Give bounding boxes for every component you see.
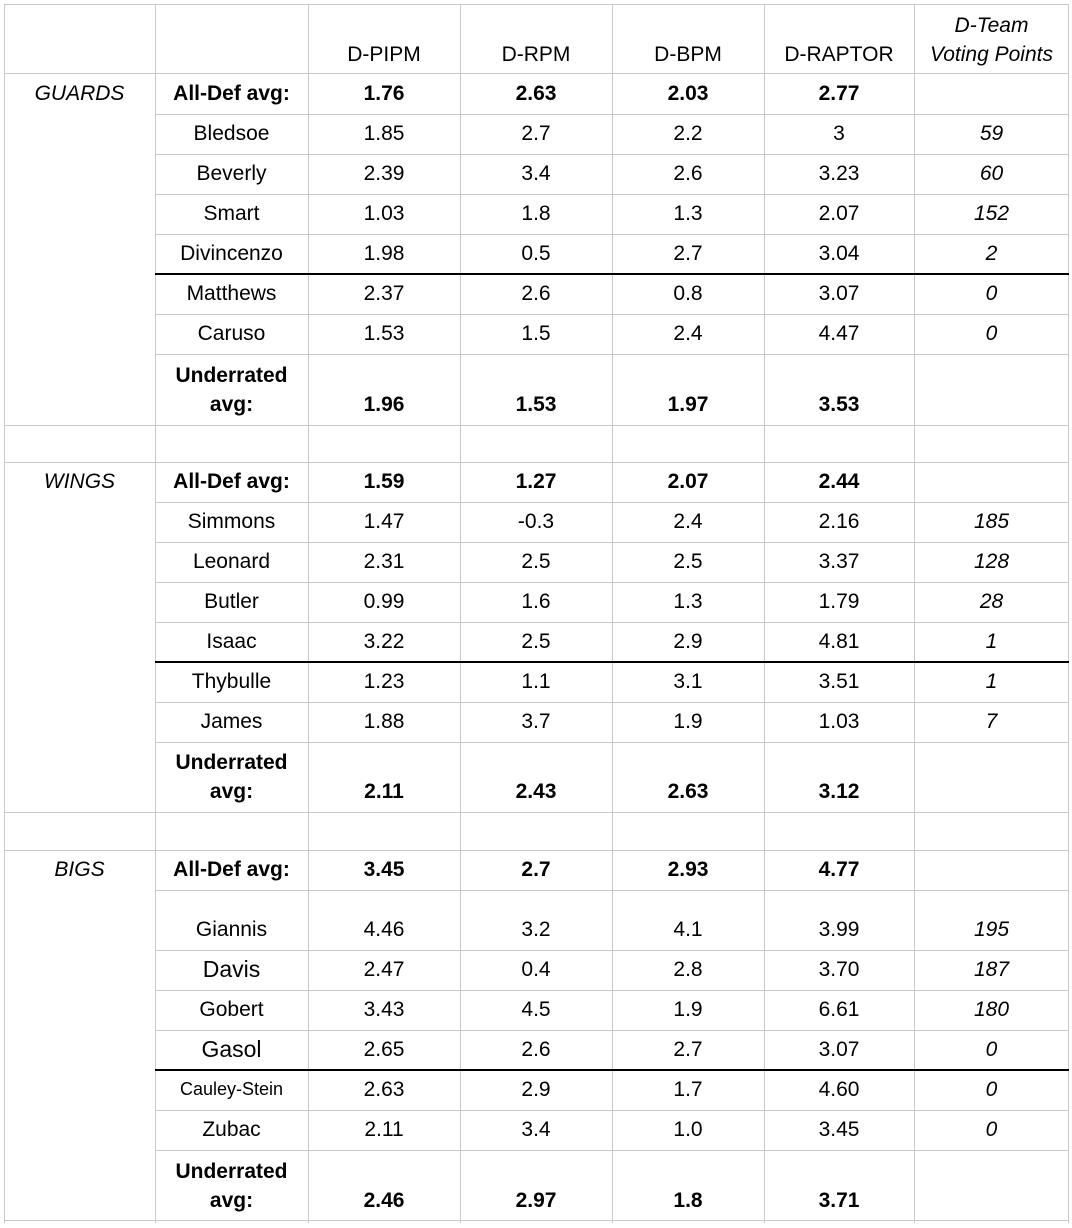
grid-vline <box>612 4 613 1223</box>
player-stat: 1.03 <box>818 710 860 733</box>
player-name: Thybulle <box>191 670 272 693</box>
underrated-avg-label <box>155 1150 308 1221</box>
underrated-avg-value: 1.53 <box>515 393 557 416</box>
player-stat: 3.22 <box>363 630 405 653</box>
header-metric: D-RAPTOR <box>784 43 894 66</box>
player-stat: 3.07 <box>818 1038 860 1061</box>
player-stat: 3.51 <box>818 670 860 693</box>
player-stat: 1.8 <box>521 202 551 225</box>
player-name: Smart <box>203 202 260 225</box>
group-label: GUARDS <box>34 82 125 105</box>
grid-hline <box>4 812 1069 813</box>
underrated-avg-label-line-1: Underrated <box>175 751 288 774</box>
header-metric: D-RPM <box>501 43 571 66</box>
player-stat: 4.5 <box>521 998 551 1021</box>
alldef-avg-label: All-Def avg: <box>173 858 290 881</box>
header-blank-1 <box>4 4 155 73</box>
player-stat: 1.3 <box>673 590 703 613</box>
player-stat: -0.3 <box>517 510 555 533</box>
underrated-avg-value: 1.97 <box>667 393 709 416</box>
player-voting-points: 2 <box>985 242 998 265</box>
player-name: Isaac <box>206 630 257 653</box>
player-name: Matthews <box>186 282 277 305</box>
player-stat: 2.6 <box>673 162 703 185</box>
player-name: Divincenzo <box>180 242 283 265</box>
alldef-avg-value: 2.07 <box>667 470 709 493</box>
underrated-avg-label-line-2: avg: <box>209 1189 254 1212</box>
group-label: BIGS <box>54 858 105 881</box>
player-stat: 3.45 <box>818 1118 860 1141</box>
grid-hline <box>155 622 1069 623</box>
player-stat: 2.5 <box>521 630 551 653</box>
grid-hline <box>155 990 1069 991</box>
grid-hline <box>155 1150 1069 1151</box>
player-stat: 0.8 <box>673 282 703 305</box>
player-voting-points: 180 <box>973 998 1010 1021</box>
player-stat: 2.63 <box>363 1078 405 1101</box>
player-stat: 4.1 <box>673 918 703 941</box>
player-stat: 2.5 <box>521 550 551 573</box>
underrated-avg-value: 3.53 <box>818 393 860 416</box>
alldef-avg-value: 1.76 <box>363 82 405 105</box>
player-stat: 1.03 <box>363 202 405 225</box>
player-voting-points: 187 <box>973 958 1010 981</box>
grid-hline <box>155 114 1069 115</box>
header-blank-2 <box>155 4 308 73</box>
player-stat: 1.1 <box>521 670 551 693</box>
player-voting-points: 59 <box>979 122 1004 145</box>
grid-hline <box>155 742 1069 743</box>
player-stat: 4.60 <box>818 1078 860 1101</box>
grid-hline <box>155 890 1069 891</box>
player-stat: 1.9 <box>673 710 703 733</box>
underrated-avg-label-line-1: Underrated <box>175 1160 288 1183</box>
player-stat: 1.7 <box>673 1078 703 1101</box>
player-stat: 2.6 <box>521 282 551 305</box>
underrated-avg-label <box>155 742 308 812</box>
group-divider-line <box>155 661 1069 663</box>
underrated-avg-value: 1.96 <box>363 393 405 416</box>
player-name: Davis <box>202 956 261 982</box>
header-metric: D-BPM <box>654 43 722 66</box>
player-stat: 2.37 <box>363 282 405 305</box>
player-name: Simmons <box>187 510 276 533</box>
player-stat: 3.1 <box>673 670 703 693</box>
grid-hline <box>4 1220 1069 1221</box>
player-stat: 2.9 <box>673 630 703 653</box>
player-stat: 1.0 <box>673 1118 703 1141</box>
player-stat: 2.4 <box>673 510 703 533</box>
player-stat: 3.23 <box>818 162 860 185</box>
player-stat: 1.79 <box>818 590 860 613</box>
player-name: Bledsoe <box>193 122 270 145</box>
player-name: Zubac <box>202 1118 261 1141</box>
grid-hline <box>155 950 1069 951</box>
player-stat: 2.7 <box>673 242 703 265</box>
player-stat: 2.6 <box>521 1038 551 1061</box>
player-name: Giannis <box>195 918 268 941</box>
player-stat: 2.4 <box>673 322 703 345</box>
player-name: Gobert <box>199 998 264 1021</box>
alldef-avg-value: 1.27 <box>515 470 557 493</box>
player-stat: 2.8 <box>673 958 703 981</box>
player-stat: 0.5 <box>521 242 551 265</box>
player-name: James <box>200 710 263 733</box>
alldef-avg-label: All-Def avg: <box>173 82 290 105</box>
player-stat: 3.7 <box>521 710 551 733</box>
player-voting-points: 0 <box>985 322 998 345</box>
grid-hline <box>155 354 1069 355</box>
player-name: Gasol <box>201 1036 262 1062</box>
player-stat: 3.4 <box>521 1118 551 1141</box>
player-voting-points: 0 <box>985 1038 998 1061</box>
grid-hline <box>155 702 1069 703</box>
player-stat: 3.70 <box>818 958 860 981</box>
header-voting-points-line-2: Voting Points <box>930 43 1053 66</box>
alldef-avg-label: All-Def avg: <box>173 470 290 493</box>
player-stat: 2.11 <box>364 1118 404 1141</box>
underrated-avg-value: 1.8 <box>673 1189 703 1212</box>
group-label: WINGS <box>43 470 116 493</box>
underrated-avg-value: 3.12 <box>818 780 860 803</box>
underrated-avg-value: 2.43 <box>515 780 557 803</box>
grid-vline <box>460 4 461 1223</box>
underrated-avg-label-line-2: avg: <box>209 393 254 416</box>
player-stat: 4.46 <box>363 918 405 941</box>
alldef-avg-value: 2.7 <box>521 858 551 881</box>
player-stat: 1.6 <box>521 590 551 613</box>
player-voting-points: 0 <box>985 282 998 305</box>
group-divider-line <box>155 273 1069 275</box>
player-stat: 2.2 <box>673 122 703 145</box>
player-stat: 2.7 <box>521 122 551 145</box>
player-voting-points: 1 <box>985 630 998 653</box>
player-stat: 2.31 <box>363 550 405 573</box>
grid-vline <box>308 4 309 1223</box>
player-stat: 1.53 <box>363 322 405 345</box>
grid-hline <box>155 194 1069 195</box>
player-name: Cauley-Stein <box>179 1079 284 1099</box>
player-stat: 2.07 <box>818 202 860 225</box>
player-voting-points: 1 <box>985 670 998 693</box>
underrated-avg-label <box>155 354 308 425</box>
player-voting-points: 60 <box>979 162 1004 185</box>
grid-hline <box>155 314 1069 315</box>
underrated-avg-label-line-1: Underrated <box>175 364 288 387</box>
player-stat: 1.9 <box>673 998 703 1021</box>
grid-hline <box>155 582 1069 583</box>
player-stat: 4.47 <box>818 322 860 345</box>
player-stat: 3.07 <box>818 282 860 305</box>
player-stat: 1.5 <box>521 322 551 345</box>
grid-hline <box>4 73 1069 74</box>
player-voting-points: 185 <box>973 510 1010 533</box>
alldef-avg-value: 1.59 <box>363 470 405 493</box>
underrated-avg-value: 2.63 <box>667 780 709 803</box>
alldef-avg-value: 4.77 <box>818 858 860 881</box>
grid-hline <box>155 542 1069 543</box>
player-stat: 2.47 <box>363 958 405 981</box>
player-stat: 0.99 <box>363 590 405 613</box>
player-stat: 2.9 <box>521 1078 551 1101</box>
grid-vline <box>914 4 915 1223</box>
player-voting-points: 0 <box>985 1078 998 1101</box>
grid-vline <box>4 4 5 1223</box>
player-stat: 2.5 <box>673 550 703 573</box>
grid-hline <box>155 502 1069 503</box>
player-name: Caruso <box>197 322 266 345</box>
player-stat: 1.85 <box>363 122 405 145</box>
player-stat: 6.61 <box>818 998 860 1021</box>
player-stat: 3.04 <box>818 242 860 265</box>
grid-hline <box>155 234 1069 235</box>
player-stat: 1.98 <box>363 242 405 265</box>
player-stat: 1.23 <box>363 670 405 693</box>
player-stat: 3.99 <box>818 918 860 941</box>
alldef-avg-value: 2.63 <box>515 82 557 105</box>
header-voting-points-line-1: D-Team <box>954 14 1029 37</box>
alldef-avg-value: 2.77 <box>818 82 860 105</box>
player-voting-points: 128 <box>973 550 1010 573</box>
header-metric: D-PIPM <box>347 43 421 66</box>
grid-hline <box>4 462 1069 463</box>
player-stat: 2.16 <box>818 510 860 533</box>
grid-vline <box>764 4 765 1223</box>
player-stat: 2.39 <box>363 162 405 185</box>
alldef-avg-value: 3.45 <box>363 858 405 881</box>
alldef-avg-value: 2.44 <box>818 470 860 493</box>
player-voting-points: 7 <box>985 710 998 733</box>
grid-vline <box>155 4 156 1223</box>
player-stat: 4.81 <box>818 630 860 653</box>
grid-hline <box>4 850 1069 851</box>
underrated-avg-value: 2.46 <box>363 1189 405 1212</box>
player-name: Beverly <box>196 162 267 185</box>
underrated-avg-value: 3.71 <box>818 1189 860 1212</box>
player-stat: 1.3 <box>673 202 703 225</box>
group-divider-line <box>155 1069 1069 1071</box>
player-stat: 3 <box>833 122 845 145</box>
player-voting-points: 0 <box>985 1118 998 1141</box>
player-stat: 3.37 <box>818 550 860 573</box>
player-stat: 3.2 <box>521 918 551 941</box>
grid-vline <box>1068 4 1069 1223</box>
player-stat: 2.7 <box>673 1038 703 1061</box>
underrated-avg-label-line-2: avg: <box>209 780 254 803</box>
player-voting-points: 152 <box>973 202 1010 225</box>
alldef-avg-value: 2.03 <box>667 82 709 105</box>
player-stat: 2.65 <box>363 1038 405 1061</box>
grid-hline <box>155 154 1069 155</box>
player-stat: 3.4 <box>521 162 551 185</box>
player-voting-points: 28 <box>979 590 1004 613</box>
player-name: Butler <box>204 590 259 613</box>
underrated-avg-value: 2.11 <box>364 780 404 803</box>
player-stat: 1.47 <box>363 510 405 533</box>
underrated-avg-value: 2.97 <box>515 1189 557 1212</box>
grid-hline <box>4 4 1069 5</box>
grid-hline <box>4 425 1069 426</box>
alldef-avg-value: 2.93 <box>667 858 709 881</box>
player-stat: 3.43 <box>363 998 405 1021</box>
player-name: Leonard <box>192 550 271 573</box>
grid-hline <box>155 1030 1069 1031</box>
player-stat: 0.4 <box>521 958 551 981</box>
header-voting-points <box>914 4 1069 73</box>
player-stat: 1.88 <box>363 710 405 733</box>
player-voting-points: 195 <box>973 918 1010 941</box>
grid-hline <box>155 1110 1069 1111</box>
